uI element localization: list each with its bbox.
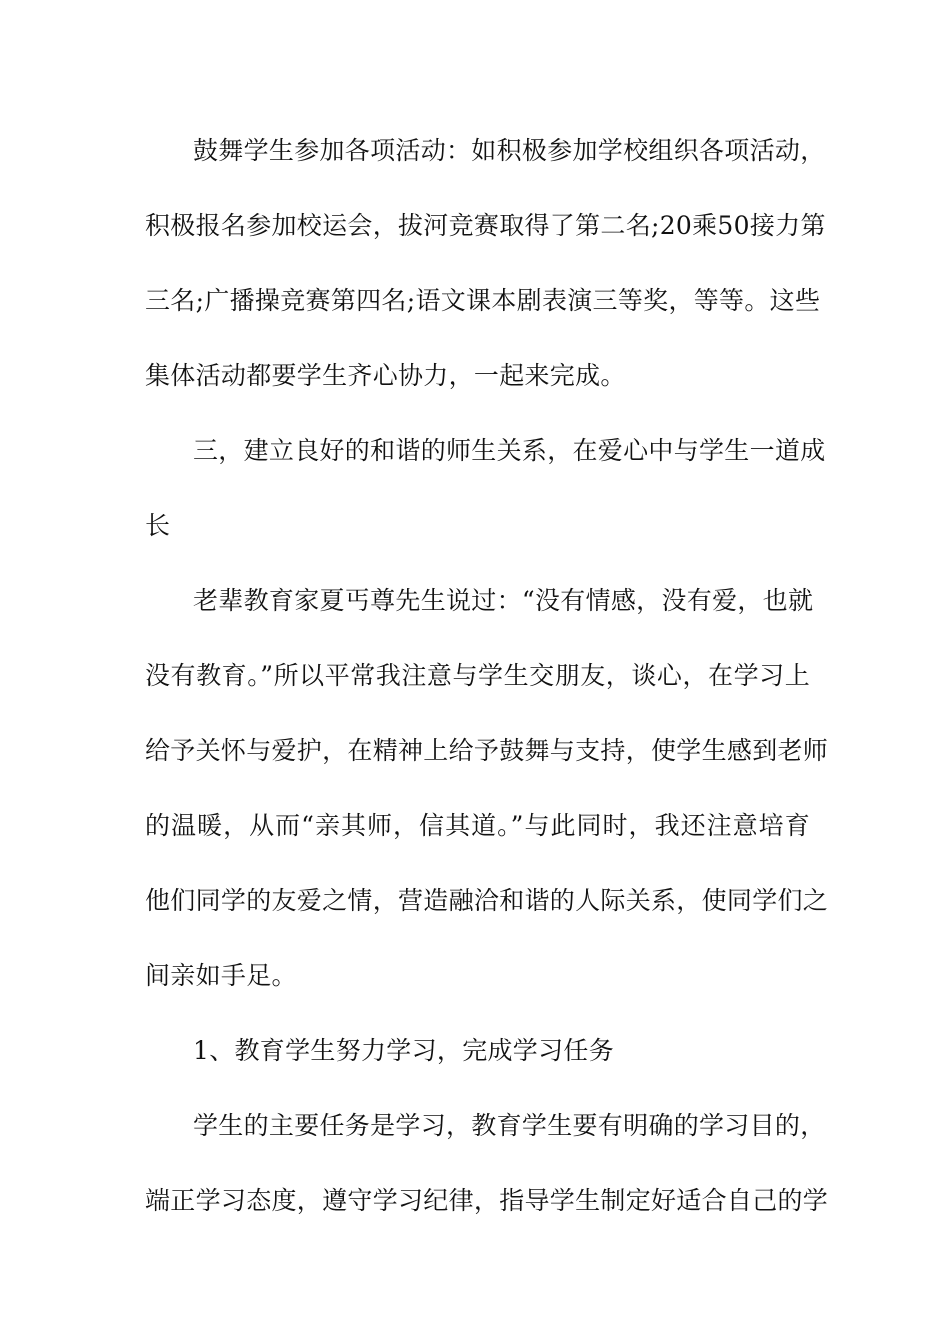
paragraph-line: 的温暖，从而“亲其师，信其道。”与此同时，我还注意培育 (145, 811, 810, 840)
paragraph-line: 间亲如手足。 (145, 961, 297, 990)
paragraph-line: 集体活动都要学生齐心协力，一起来完成。 (145, 361, 626, 390)
section-heading-line: 三，建立良好的和谐的师生关系，在爱心中与学生一道成 (193, 436, 826, 465)
paragraph-line: 给予关怀与爱护，在精神上给予鼓舞与支持，使学生感到老师 (145, 736, 829, 765)
paragraph-line: 他们同学的友爱之情，营造融洽和谐的人际关系，使同学们之 (145, 886, 829, 915)
subsection-heading: 1、教育学生努力学习，完成学习任务 (193, 1036, 615, 1065)
paragraph-line: 积极报名参加校运会，拔河竞赛取得了第二名;20乘50接力第 (145, 211, 826, 240)
section-heading-line: 长 (145, 511, 171, 540)
paragraph-line: 三名;广播操竞赛第四名;语文课本剧表演三等奖，等等。这些 (145, 286, 821, 315)
paragraph-line: 没有教育。”所以平常我注意与学生交朋友，谈心，在学习上 (145, 661, 810, 690)
paragraph-line: 端正学习态度，遵守学习纪律，指导学生制定好适合自己的学 (145, 1186, 829, 1215)
paragraph-line: 老辈教育家夏丐尊先生说过：“没有情感，没有爱，也就 (193, 586, 814, 615)
paragraph-line: 学生的主要任务是学习，教育学生要有明确的学习目的， (193, 1111, 826, 1140)
paragraph-line: 鼓舞学生参加各项活动：如积极参加学校组织各项活动， (193, 136, 826, 165)
